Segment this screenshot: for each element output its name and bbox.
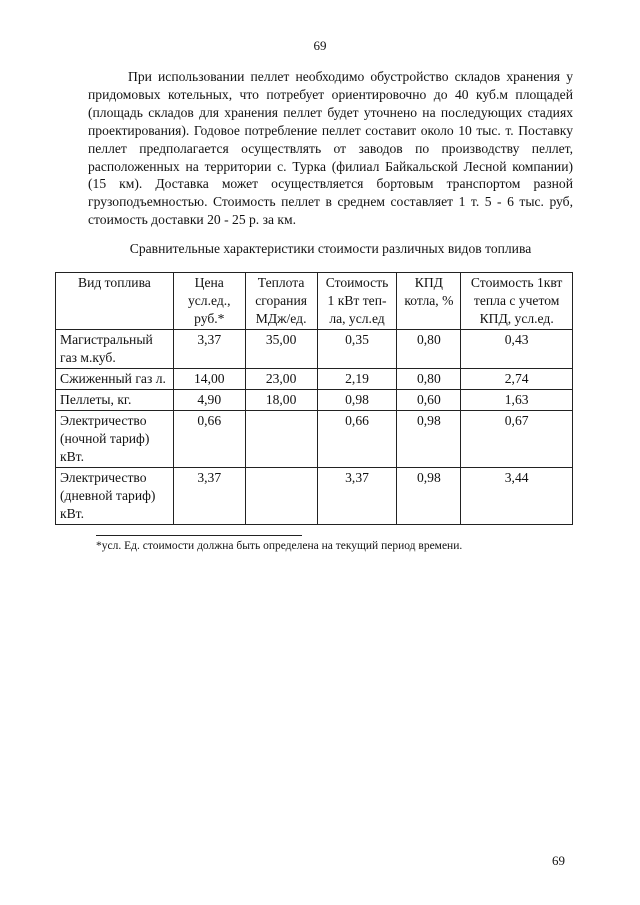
cell-efficiency: 0,98 xyxy=(397,411,461,468)
cell-price: 3,37 xyxy=(173,468,245,525)
fuel-cost-table xyxy=(55,272,573,525)
cell-price: 4,90 xyxy=(173,390,245,411)
body-paragraph: При использовании пеллет необходимо обустройство складов хранения у придомовых котельных, что потребует ориентировочно до 40 куб.м площадей (площадь складов для хранения пеллет будет уточнено на последующих стадиях проектирования). Годовое потребление пеллет составит около 10 тыс. т. Поставку пеллет предполагается осуществлять от заводов по производству пеллет, расположенных на территории с. Турка (филиал Байкальской Лесной компании) (15 км). Доставка может осуществляется бортовым транспортом разной грузоподъемностью. Стоимость пеллет в среднем составляет 1 т. 5 - 6 тыс. руб, стоимость доставки 20 - 25 р. за км. xyxy=(88,69,573,228)
page-number-bottom: 69 xyxy=(552,853,565,868)
cell-price: 14,00 xyxy=(173,369,245,390)
header-fuel-type: Вид топлива xyxy=(56,273,174,330)
cell-cost-per-kwt: 0,66 xyxy=(317,411,397,468)
table-header-row xyxy=(56,273,573,330)
table-row xyxy=(56,390,573,411)
header-price: Цена усл.ед., руб.* xyxy=(173,273,245,330)
cell-cost-per-kwt: 2,19 xyxy=(317,369,397,390)
cell-heat-value: 18,00 xyxy=(245,390,317,411)
footnote-divider xyxy=(96,535,302,536)
cell-heat-value xyxy=(245,468,317,525)
table-row xyxy=(56,369,573,390)
cell-cost-per-kwt: 0,35 xyxy=(317,330,397,369)
cell-fuel-type: Сжиженный газ л. xyxy=(56,369,174,390)
table-row xyxy=(56,468,573,525)
page-number-top: 69 xyxy=(313,38,327,53)
cell-efficiency: 0,60 xyxy=(397,390,461,411)
cell-price: 0,66 xyxy=(173,411,245,468)
cell-cost-per-kwt: 0,98 xyxy=(317,390,397,411)
cell-heat-value: 23,00 xyxy=(245,369,317,390)
table-caption: Сравнительные характеристики стоимости различных видов топлива xyxy=(129,241,532,256)
cell-fuel-type: Магистральный газ м.куб. xyxy=(56,330,174,369)
cell-efficiency: 0,98 xyxy=(397,468,461,525)
header-efficiency: КПД котла, % xyxy=(397,273,461,330)
cell-cost-with-efficiency: 2,74 xyxy=(461,369,573,390)
cell-fuel-type: Электричество (ночной тариф) кВт. xyxy=(56,411,174,468)
cell-fuel-type: Пеллеты, кг. xyxy=(56,390,174,411)
footnote: *усл. Ед. стоимости должна быть определена на текущий период времени. xyxy=(96,540,463,552)
table-row xyxy=(56,330,573,369)
cell-cost-with-efficiency: 0,67 xyxy=(461,411,573,468)
cell-fuel-type: Электричество (дневной тариф) кВт. xyxy=(56,468,174,525)
cell-cost-with-efficiency: 1,63 xyxy=(461,390,573,411)
cell-heat-value xyxy=(245,411,317,468)
cell-heat-value: 35,00 xyxy=(245,330,317,369)
cell-price: 3,37 xyxy=(173,330,245,369)
cell-efficiency: 0,80 xyxy=(397,330,461,369)
cell-cost-per-kwt: 3,37 xyxy=(317,468,397,525)
cell-efficiency: 0,80 xyxy=(397,369,461,390)
header-heat-value: Теплота сгорания МДж/ед. xyxy=(245,273,317,330)
cell-cost-with-efficiency: 3,44 xyxy=(461,468,573,525)
table-row xyxy=(56,411,573,468)
header-cost-per-kwt: Стоимость 1 кВт теп-ла, усл.ед xyxy=(317,273,397,330)
header-cost-with-efficiency: Стоимость 1квт тепла с учетом КПД, усл.ед. xyxy=(461,273,573,330)
cell-cost-with-efficiency: 0,43 xyxy=(461,330,573,369)
